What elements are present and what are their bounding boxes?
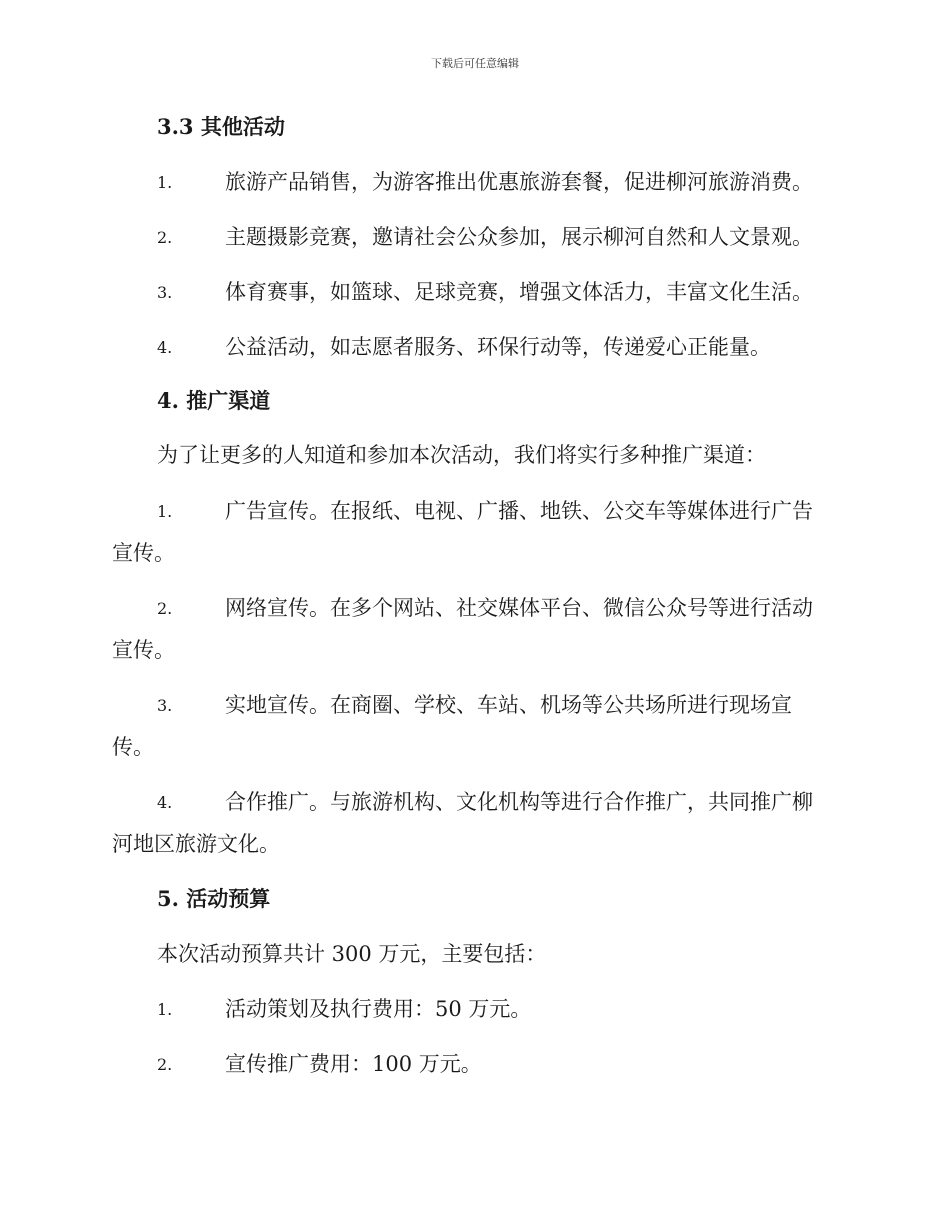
list-text: 宣传推广费用：100 万元。 [225, 1052, 482, 1076]
list-text: 广告宣传。在报纸、电视、广播、地铁、公交车等媒体进行广告 [225, 499, 813, 523]
list-text: 体育赛事，如篮球、足球竞赛，增强文体活力，丰富文化生活。 [225, 280, 813, 304]
list-number: 2. [157, 1055, 173, 1074]
list-text: 公益活动，如志愿者服务、环保行动等，传递爱心正能量。 [225, 335, 771, 359]
section-heading-4: 4. 推广渠道 [157, 388, 271, 413]
list-number: 1. [157, 173, 173, 192]
list-text: 旅游产品销售，为游客推出优惠旅游套餐，促进柳河旅游消费。 [225, 170, 813, 194]
list-number: 1. [157, 1000, 173, 1019]
list-text-continued: 河地区旅游文化。 [112, 832, 280, 856]
header-note: 下载后可任意编辑 [431, 57, 519, 70]
list-text-continued: 宣传。 [112, 541, 175, 565]
list-number: 3. [157, 696, 173, 715]
section-heading-5: 5. 活动预算 [157, 886, 271, 911]
section-intro: 本次活动预算共计 300 万元，主要包括： [157, 942, 547, 966]
section-heading-3-3: 3.3 其他活动 [157, 114, 285, 139]
list-text-continued: 传。 [112, 735, 154, 759]
list-number: 3. [157, 283, 173, 302]
list-text-continued: 宣传。 [112, 638, 175, 662]
section-intro: 为了让更多的人知道和参加本次活动，我们将实行多种推广渠道： [157, 443, 766, 467]
list-number: 2. [157, 228, 173, 247]
list-number: 4. [157, 338, 173, 357]
list-text: 实地宣传。在商圈、学校、车站、机场等公共场所进行现场宣 [225, 693, 792, 717]
list-number: 2. [157, 599, 173, 618]
list-text: 主题摄影竞赛，邀请社会公众参加，展示柳河自然和人文景观。 [225, 225, 813, 249]
list-text: 活动策划及执行费用：50 万元。 [225, 997, 532, 1021]
list-number: 4. [157, 793, 173, 812]
list-text: 合作推广。与旅游机构、文化机构等进行合作推广，共同推广柳 [225, 790, 813, 814]
list-number: 1. [157, 502, 173, 521]
list-text: 网络宣传。在多个网站、社交媒体平台、微信公众号等进行活动 [225, 596, 813, 620]
